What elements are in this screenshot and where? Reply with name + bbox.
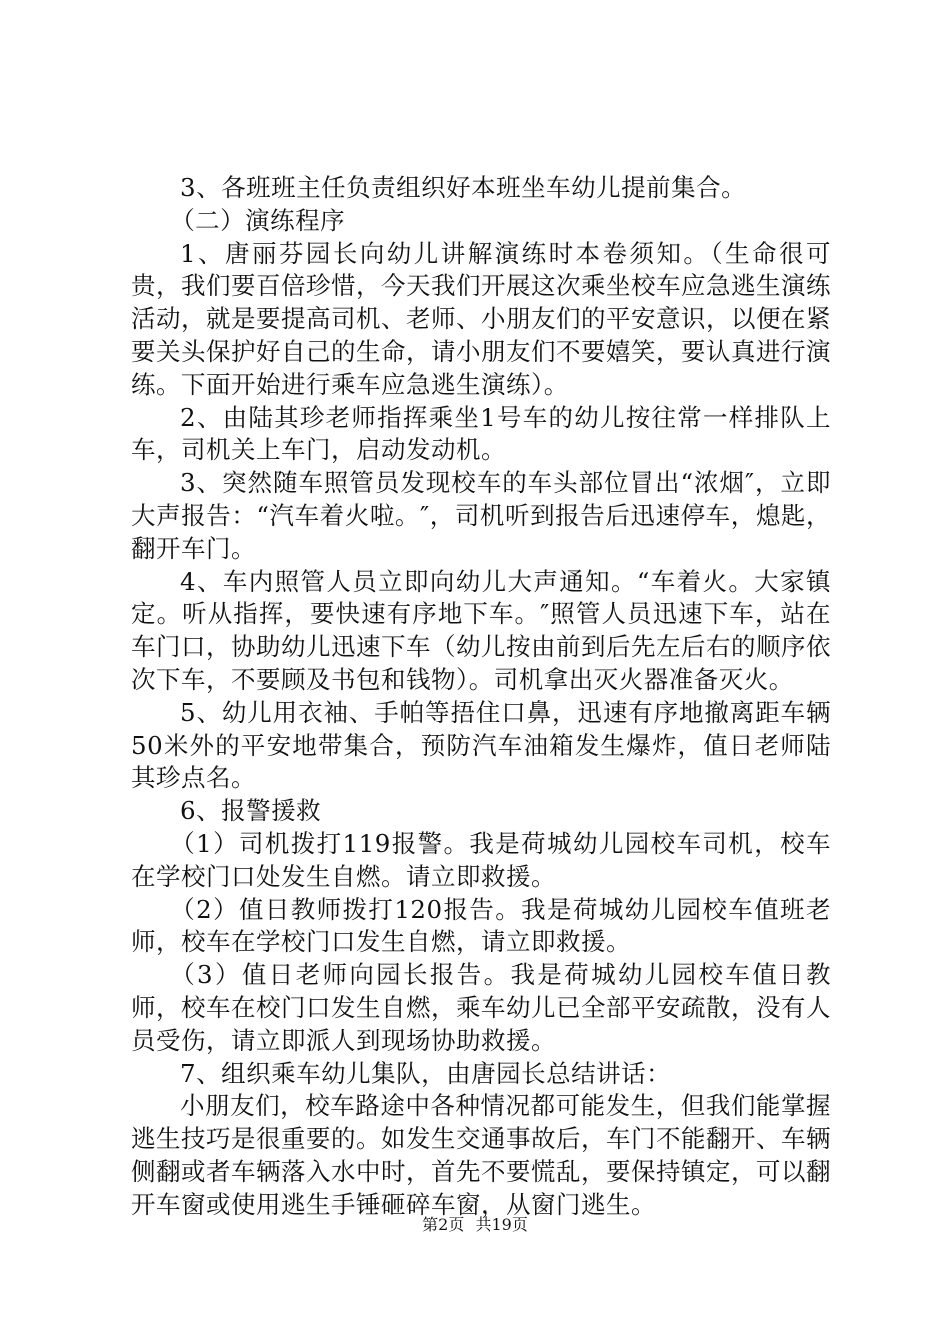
paragraph-step-3: 3、突然随车照管员发现校车的车头部位冒出“浓烟″，立即大声报告：“汽车着火啦。″，司机听到报告后迅速停车，熄匙，翻开车门。 — [131, 468, 831, 563]
paragraph-step-5: 5、幼儿用衣袖、手帕等捂住口鼻，迅速有序地撤离距车辆50米外的平安地带集合，预防汽车油箱发生爆炸，值日老师陆其珍点名。 — [131, 697, 831, 793]
page-footer — [0, 1212, 950, 1235]
paragraph-step-6-heading: 6、报警援救 — [180, 796, 322, 826]
section-heading-drill-procedure: （二）演练程序 — [170, 205, 346, 235]
page-number: 第2页 — [422, 1215, 465, 1234]
paragraph-step-7: 7、组织乘车幼儿集队，由唐园长总结讲话： — [180, 1058, 672, 1088]
paragraph-step-2: 2、由陆其珍老师指挥乘坐1号车的幼儿按往常一样排队上车，司机关上车门，启动发动机。 — [131, 402, 831, 465]
page-total: 共19页 — [475, 1215, 528, 1234]
paragraph-step-4: 4、车内照管人员立即向幼儿大声通知。“车着火。大家镇定。听从指挥，要快速有序地下车。″照管人员迅速下车，站在车门口，协助幼儿迅速下车（幼儿按由前到后先左后右的顺序依次下车，不要顾及书包和钱物）。司机拿出灭火器准备灭火。 — [131, 566, 831, 694]
paragraph-step-1: 1、唐丽芬园长向幼儿讲解演练时本卷须知。（生命很可贵，我们要百倍珍惜，今天我们开展这次乘坐校车应急逃生演练活动，就是要提高司机、老师、小朋友们的平安意识，以便在紧要关头保护好自己的生命，请小朋友们不要嬉笑，要认真进行演练。下面开始进行乘车应急逃生演练）。 — [131, 238, 831, 399]
paragraph-step-6-item-2: （2）值日教师拨打120报告。我是荷城幼儿园校车值班老师，校车在学校门口发生自燃，请立即救援。 — [131, 894, 831, 957]
paragraph-step-6-item-3: （3）值日老师向园长报告。我是荷城幼儿园校车值日教师，校车在校门口发生自燃，乘车幼儿已全部平安疏散，没有人员受伤，请立即派人到现场协助救援。 — [131, 960, 831, 1055]
paragraph-closing-speech: 小朋友们，校车路途中各种情况都可能发生，但我们能掌握逃生技巧是很重要的。如发生交通事故后，车门不能翻开、车辆侧翻或者车辆落入水中时，首先不要慌乱，要保持镇定，可以翻开车窗或使用逃生手锤砸碎车窗，从窗门逃生。 — [131, 1091, 831, 1219]
paragraph-assembly-note: 3、各班班主任负责组织好本班坐车幼儿提前集合。 — [180, 173, 747, 202]
paragraph-step-6-item-1: （1）司机拨打119报警。我是荷城幼儿园校车司机，校车在学校门口处发生自燃。请立即救援。 — [131, 828, 831, 891]
document-body — [131, 172, 831, 1222]
